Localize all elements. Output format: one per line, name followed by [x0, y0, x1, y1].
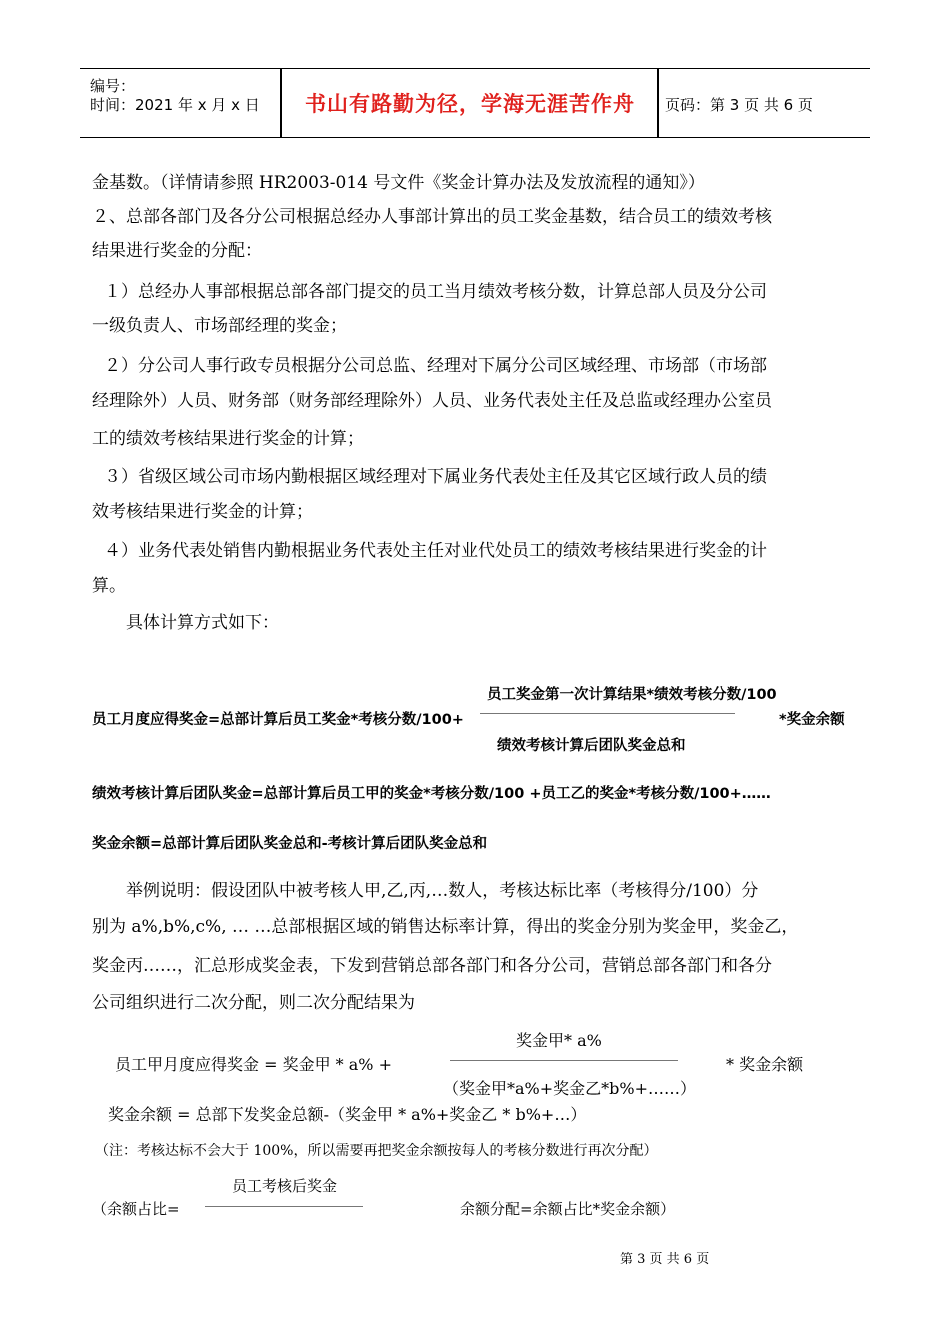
page-indicator: 页码：第 3 页 共 6 页 [665, 96, 813, 114]
document-number: 编号： [90, 77, 136, 95]
body-line: １）总经办人事部根据总部各部门提交的员工当月绩效考核分数，计算总部人员及分公司 [104, 282, 767, 302]
formula3: 奖金余额=总部计算后团队奖金总和-考核计算后团队奖金总和 [92, 836, 488, 852]
example-line: 举例说明：假设团队中被考核人甲,乙,丙,…数人，考核达标比率（考核得分/100）分 [126, 881, 759, 901]
fraction-line [480, 713, 735, 714]
example-line: 奖金丙……，汇总形成奖金表，下发到营销总部各部门和各分公司，营销总部各部门和各分 [92, 956, 772, 976]
formula1-right: *奖金余额 [779, 712, 845, 728]
body-line: 具体计算方式如下： [126, 613, 279, 633]
formula6-left: （余额占比= [92, 1200, 180, 1218]
header-divider [657, 69, 659, 137]
formula1-numerator: 员工奖金第一次计算结果*绩效考核分数/100 [487, 687, 777, 703]
formula5: 奖金余额 = 总部下发奖金总额-（奖金甲 * a%+奖金乙 * b%+…） [108, 1105, 587, 1124]
body-line: 效考核结果进行奖金的计算； [92, 502, 313, 522]
formula1-left: 员工月度应得奖金=总部计算后员工奖金*考核分数/100+ [92, 712, 464, 728]
formula4-right: * 奖金余额 [726, 1055, 804, 1074]
footnote: （注：考核达标不会大于 100%，所以需要再把奖金余额按每人的考核分数进行再次分配） [95, 1143, 658, 1159]
body-line: 结果进行奖金的分配： [92, 241, 262, 261]
body-line: ２、总部各部门及各分公司根据总经办人事部计算出的员工奖金基数，结合员工的绩效考核 [92, 207, 772, 227]
header-divider [280, 69, 282, 137]
formula6-numerator: 员工考核后奖金 [232, 1177, 338, 1195]
formula2: 绩效考核计算后团队奖金=总部计算后员工甲的奖金*考核分数/100 +员工乙的奖金*考核分数/100+…… [92, 786, 771, 802]
formula1-denominator: 绩效考核计算后团队奖金总和 [497, 738, 686, 754]
formula4-left: 员工甲月度应得奖金 = 奖金甲 * a% + [115, 1055, 392, 1074]
body-line: 算。 [92, 576, 126, 596]
header-motto: 书山有路勤为径，学海无涯苦作舟 [305, 92, 635, 116]
body-line: 一级负责人、市场部经理的奖金； [92, 316, 347, 336]
example-line: 别为 a%,b%,c%, … …总部根据区域的销售达标率计算，得出的奖金分别为奖金甲，奖金乙， [92, 917, 799, 937]
document-date: 时间：2021 年 x 月 x 日 [90, 96, 260, 114]
page-footer: 第 3 页 共 6 页 [620, 1252, 710, 1267]
body-line: ３）省级区域公司市场内勤根据区域经理对下属业务代表处主任及其它区域行政人员的绩 [104, 467, 767, 487]
example-line: 公司组织进行二次分配，则二次分配结果为 [92, 993, 415, 1013]
formula4-denominator: （奖金甲*a%+奖金乙*b%+……） [443, 1079, 697, 1098]
body-line: 经理除外）人员、财务部（财务部经理除外）人员、业务代表处主任及总监或经理办公室员 [92, 391, 772, 411]
formula4-numerator: 奖金甲* a% [516, 1031, 602, 1050]
body-line: ２）分公司人事行政专员根据分公司总监、经理对下属分公司区域经理、市场部（市场部 [104, 356, 767, 376]
body-line: 金基数。（详情请参照 HR2003-014 号文件《奖金计算办法及发放流程的通知》） [92, 173, 705, 193]
body-line: 工的绩效考核结果进行奖金的计算； [92, 429, 364, 449]
formula6-right: 余额分配=余额占比*奖金余额） [460, 1200, 676, 1218]
page-header [80, 68, 870, 138]
body-line: ４）业务代表处销售内勤根据业务代表处主任对业代处员工的绩效考核结果进行奖金的计 [104, 541, 767, 561]
fraction-line [450, 1060, 678, 1061]
fraction-line [205, 1206, 363, 1207]
